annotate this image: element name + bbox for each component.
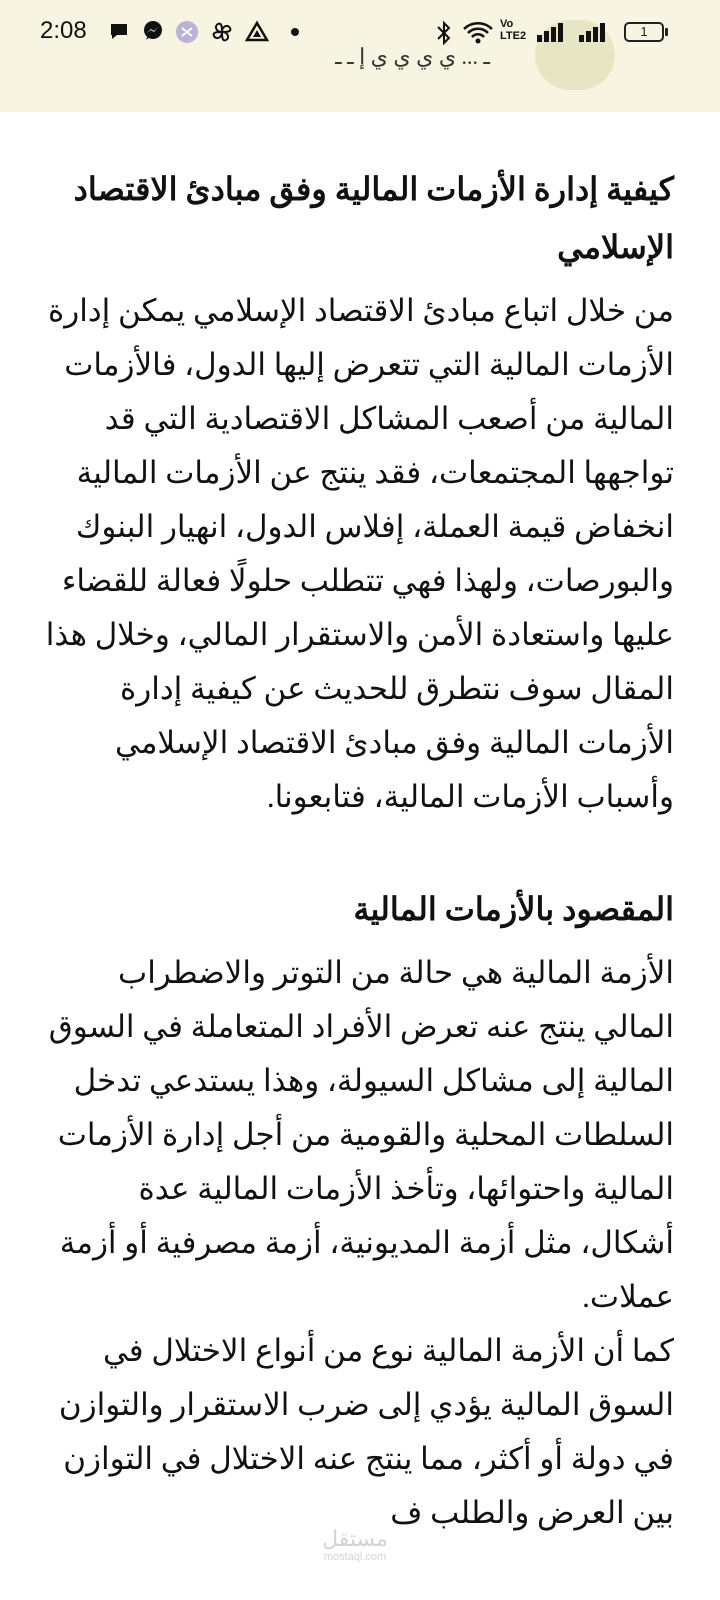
pinwheel-icon [210,20,234,44]
partial-header-text: ـ ... ي ي ي ي إ ـ ـ [335,44,490,69]
messenger-icon [142,20,164,42]
wifi-icon [462,20,494,46]
status-bar [0,0,720,64]
paragraph-intro: من خلال اتباع مبادئ الاقتصاد الإسلامي يمكن إدارة الأزمات المالية التي تتعرض إليها الدول، فالأزمات المالية من أصعب المشاكل الاقتصادية التي قد تواجهها المجتمعات، فقد ينتج عن الأزمات المالية انخفاض قيمة العملة، إفلاس الدول، انهيار البنوك والبورصات، ولهذا فهي تتطلب حلولًا فعالة للقضاء عليها واستعادة الأمن والاستقرار المالي، وخلال هذا المقال سوف نتطرق للحديث عن كيفية إدارة الأزمات المالية وفق مبادئ الاقتصاد الإسلامي وأسباب الأزمات المالية، فتابعونا. [45,293,674,814]
heading-definition: المقصود بالأزمات المالية [353,891,674,927]
signal-icon-2 [578,20,608,44]
watermark [305,1528,405,1564]
watermark-logo: مستقل [322,1526,388,1551]
chat-bubble-icon [108,20,130,42]
watermark-url: mostaql.com [323,1551,387,1563]
paragraph-definition: الأزمة المالية هي حالة من التوتر والاضطراب المالي ينتج عنه تعرض الأفراد المتعاملة في السوق المالية إلى مشاكل السيولة، وهذا يستدعي تدخل السلطات المحلية والقومية من أجل إدارة الأزمات المالية واحتوائها، وتأخذ الأزمات المالية عدة أشكال، مثل أزمة المديونية، أزمة مصرفية أو أزمة عملات. [48,955,674,1314]
signal-icon [536,20,566,44]
status-time: 2:08 [40,17,87,44]
delta-icon [245,20,269,44]
heading-crisis-management: كيفية إدارة الأزمات المالية وفق مبادئ الاقتصاد الإسلامي [73,171,674,265]
battery-level: 1 [640,24,648,39]
battery-icon [624,22,664,42]
paragraph-imbalance: كما أن الأزمة المالية نوع من أنواع الاختلال في السوق المالية يؤدي إلى ضرب الاستقرار والتوازن في دولة أو أكثر، مما ينتج عنه الاختلال في التوازن بين العرض والطلب ف [58,1333,674,1530]
article-body [40,160,674,1540]
app-circle-icon [175,20,199,44]
bluetooth-icon [435,20,453,46]
volte-label: Vo LTE2 [500,18,527,42]
volte-icon [500,18,528,42]
dot-icon [290,20,300,44]
